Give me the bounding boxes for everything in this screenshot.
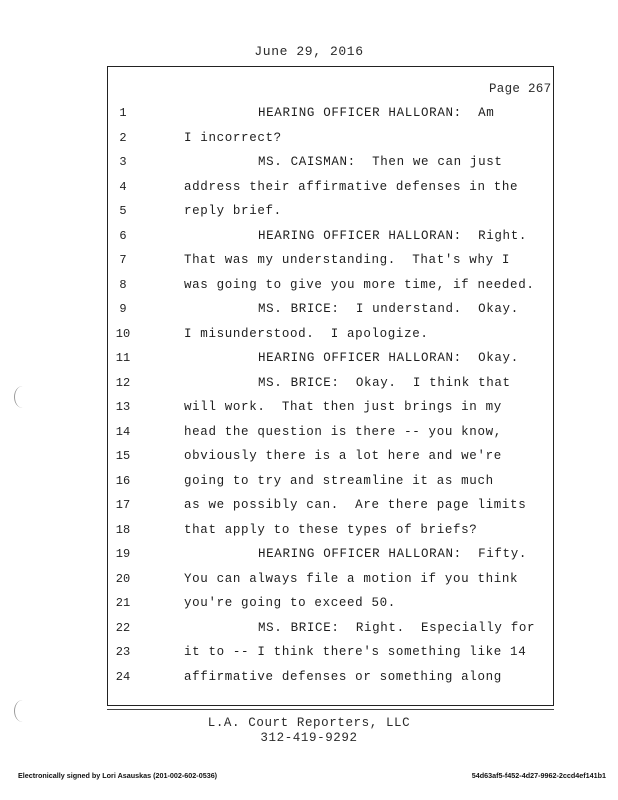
transcript-line	[0, 397, 618, 417]
line-number: 24	[115, 669, 131, 684]
transcript-line	[0, 495, 618, 515]
line-text: I misunderstood. I apologize.	[184, 326, 429, 341]
line-number: 15	[115, 449, 131, 463]
line-text: was going to give you more time, if needed.	[184, 277, 535, 292]
transcript-line	[0, 471, 618, 491]
transcript-line	[0, 593, 618, 613]
reporter-name: L.A. Court Reporters, LLC	[207, 716, 411, 730]
line-number: 14	[115, 424, 131, 439]
line-number: 23	[115, 645, 131, 659]
line-number: 2	[119, 130, 127, 145]
line-text: MS. BRICE: I understand. Okay.	[258, 302, 519, 316]
line-number: 16	[115, 473, 131, 488]
transcript-line	[0, 201, 618, 221]
line-number: 22	[115, 620, 131, 635]
transcript-line	[0, 348, 618, 368]
line-text: HEARING OFFICER HALLORAN: Right.	[258, 228, 527, 243]
line-number: 7	[119, 253, 127, 267]
line-number: 13	[115, 400, 131, 414]
line-number: 18	[115, 522, 131, 537]
line-number: 12	[115, 375, 131, 390]
transcript-line	[0, 446, 618, 466]
transcript-line	[0, 152, 618, 172]
line-text: address their affirmative defenses in the	[184, 179, 519, 194]
line-number: 8	[119, 277, 127, 292]
transcript-line	[0, 275, 618, 295]
line-text: MS. CAISMAN: Then we can just	[258, 155, 503, 169]
reporter-phone: 312-419-9292	[260, 731, 358, 745]
line-text: it to -- I think there's something like 14	[184, 645, 527, 659]
transcript-line	[0, 544, 618, 564]
page-number: Page 267	[489, 82, 552, 96]
transcript-line	[0, 103, 618, 123]
transcript-line	[0, 250, 618, 270]
line-text: that apply to these types of briefs?	[184, 522, 478, 537]
line-text: HEARING OFFICER HALLORAN: Okay.	[258, 351, 519, 365]
line-number: 6	[119, 228, 127, 243]
line-number: 1	[119, 106, 127, 120]
line-text: MS. BRICE: Okay. I think that	[258, 375, 511, 390]
line-text: I incorrect?	[184, 130, 282, 145]
transcript-line	[0, 569, 618, 589]
transcript-line	[0, 373, 618, 393]
line-number: 10	[115, 326, 131, 341]
line-text: head the question is there -- you know,	[184, 424, 502, 439]
electronic-signature-note: Electronically signed by Lori Asauskas (201-002-602-0536)	[18, 771, 218, 780]
transcript-line	[0, 667, 618, 687]
line-text: reply brief.	[184, 204, 282, 218]
transcript-line	[0, 618, 618, 638]
line-number: 9	[119, 302, 127, 316]
line-number: 21	[115, 596, 131, 610]
line-text: you're going to exceed 50.	[184, 596, 396, 610]
line-number: 20	[115, 571, 131, 586]
transcript-line	[0, 422, 618, 442]
line-number: 5	[119, 204, 127, 218]
line-text: MS. BRICE: Right. Especially for	[258, 620, 536, 635]
line-number: 19	[115, 547, 131, 561]
transcript-line	[0, 520, 618, 540]
page-bottom-rule	[107, 709, 554, 710]
line-number: 11	[115, 351, 131, 365]
transcript-line	[0, 299, 618, 319]
line-text: That was my understanding. That's why I	[184, 253, 511, 267]
transcript-line	[0, 642, 618, 662]
line-text: HEARING OFFICER HALLORAN: Am	[258, 106, 495, 120]
transcript-line	[0, 177, 618, 197]
transcript-line	[0, 128, 618, 148]
transcript-line	[0, 226, 618, 246]
line-text: You can always file a motion if you think	[184, 571, 519, 586]
line-number: 3	[119, 155, 127, 169]
line-text: as we possibly can. Are there page limits	[184, 498, 527, 512]
line-number: 17	[115, 498, 131, 512]
document-hash: 54d63af5-f452-4d27-9962-2ccd4ef141b1	[471, 771, 606, 780]
line-text: will work. That then just brings in my	[184, 400, 502, 414]
line-number: 4	[119, 179, 127, 194]
line-text: going to try and streamline it as much	[184, 473, 494, 488]
transcript-line	[0, 324, 618, 344]
line-text: HEARING OFFICER HALLORAN: Fifty.	[258, 547, 527, 561]
line-text: obviously there is a lot here and we're	[184, 449, 502, 463]
transcript-date: June 29, 2016	[254, 44, 364, 59]
line-text: affirmative defenses or something along	[184, 669, 502, 684]
